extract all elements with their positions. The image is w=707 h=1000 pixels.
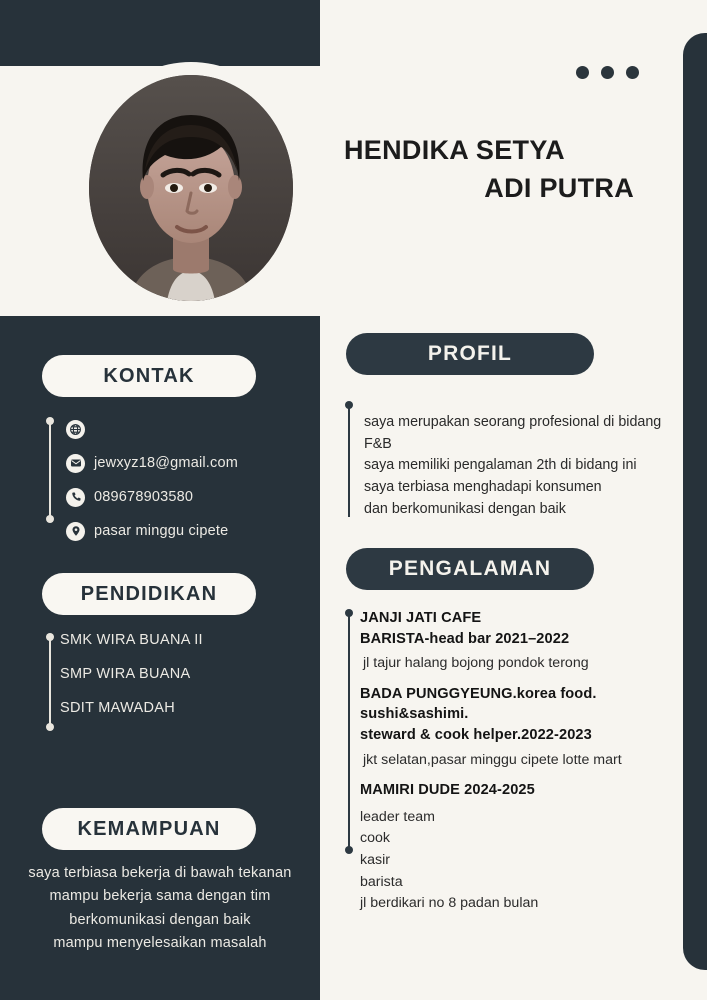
profile-timeline-rail bbox=[348, 405, 350, 517]
list-item: barista bbox=[360, 873, 403, 890]
list-item: kasir bbox=[360, 852, 390, 869]
rail-cap-bottom bbox=[345, 846, 353, 854]
decorative-dots bbox=[576, 66, 639, 79]
experience-role: BARISTA-head bar 2021–2022 bbox=[360, 630, 570, 647]
experience-duty-list bbox=[360, 807, 680, 915]
rail-cap-top bbox=[345, 401, 353, 409]
contact-item-website[interactable] bbox=[66, 415, 306, 443]
experience-company-2: sushi&sashimi. bbox=[360, 706, 469, 723]
experience-item bbox=[360, 608, 680, 675]
experience-company: JANJI JATI CAFE bbox=[360, 610, 482, 626]
profile-line: F&B bbox=[364, 435, 392, 452]
email-icon bbox=[66, 454, 85, 473]
contact-location-text: pasar minggu cipete bbox=[94, 523, 229, 539]
list-item: SDIT MAWADAH bbox=[60, 700, 176, 716]
list-item: mampu menyelesaikan masalah bbox=[53, 935, 267, 952]
list-item: leader team bbox=[360, 808, 435, 825]
rail-cap-bottom bbox=[46, 723, 54, 731]
experience-heading bbox=[360, 684, 680, 746]
experience-item bbox=[360, 684, 680, 771]
list-item: jl berdikari no 8 padan bulan bbox=[360, 895, 539, 912]
name-line-2: ADI PUTRA bbox=[484, 173, 634, 204]
list-item: SMK WIRA BUANA II bbox=[60, 632, 203, 648]
contact-item-location[interactable] bbox=[66, 517, 306, 545]
list-item: SMP WIRA BUANA bbox=[60, 666, 191, 682]
experience-company: MAMIRI DUDE 2024-2025 bbox=[360, 782, 535, 799]
contact-timeline-rail bbox=[49, 421, 51, 519]
phone-icon bbox=[66, 488, 85, 507]
list-item: cook bbox=[360, 830, 390, 847]
experience-item bbox=[360, 780, 680, 915]
portrait-illustration bbox=[89, 75, 293, 301]
portrait-photo bbox=[89, 75, 293, 301]
profile-line: saya merupakan seorang profesional di bidang bbox=[364, 414, 662, 430]
location-icon bbox=[66, 522, 85, 541]
section-heading-kontak: KONTAK bbox=[42, 355, 256, 397]
profile-text bbox=[364, 412, 676, 521]
dot-icon bbox=[576, 66, 589, 79]
list-item: mampu bekerja sama dengan tim bbox=[49, 888, 271, 905]
section-heading-pendidikan: PENDIDIKAN bbox=[42, 573, 256, 615]
rail-cap-top bbox=[345, 609, 353, 617]
experience-heading bbox=[360, 608, 680, 649]
experience-location: jl tajur halang bojong pondok terong bbox=[363, 655, 589, 672]
rail-cap-top bbox=[46, 633, 54, 641]
list-item: berkomunikasi dengan baik bbox=[69, 911, 251, 928]
right-dark-accent-strip bbox=[683, 33, 707, 970]
contact-item-email[interactable] bbox=[66, 449, 306, 477]
avatar bbox=[76, 62, 306, 314]
name-line-1: HENDIKA SETYA bbox=[344, 135, 565, 165]
experience-heading bbox=[360, 780, 680, 801]
profile-line: saya terbiasa menghadapi konsumen bbox=[364, 479, 602, 496]
dot-icon bbox=[626, 66, 639, 79]
contact-email-text: jewxyz18@gmail.com bbox=[94, 455, 239, 471]
rail-cap-top bbox=[46, 417, 54, 425]
profile-line: saya memiliki pengalaman 2th di bidang ini bbox=[364, 457, 637, 474]
skills-list bbox=[12, 862, 308, 956]
page-title bbox=[344, 131, 634, 208]
rail-cap-bottom bbox=[46, 515, 54, 523]
list-item: saya terbiasa bekerja di bawah tekanan bbox=[28, 865, 292, 881]
experience-list bbox=[360, 608, 680, 922]
experience-timeline-rail bbox=[348, 613, 350, 850]
section-heading-kemampuan: KEMAMPUAN bbox=[42, 808, 256, 850]
experience-role: steward & cook helper.2022-2023 bbox=[360, 727, 592, 744]
profile-line: dan berkomunikasi dengan baik bbox=[364, 500, 566, 517]
education-list bbox=[60, 632, 310, 734]
globe-icon bbox=[66, 420, 85, 439]
dot-icon bbox=[601, 66, 614, 79]
contact-list bbox=[66, 415, 306, 551]
contact-phone-text: 089678903580 bbox=[94, 489, 194, 505]
contact-item-phone[interactable] bbox=[66, 483, 306, 511]
experience-company: BADA PUNGGYEUNG.korea food. bbox=[360, 685, 597, 702]
experience-location: jkt selatan,pasar minggu cipete lotte mart bbox=[363, 751, 622, 768]
section-heading-pengalaman: PENGALAMAN bbox=[346, 548, 594, 590]
section-heading-profil: PROFIL bbox=[346, 333, 594, 375]
education-timeline-rail bbox=[49, 637, 51, 727]
